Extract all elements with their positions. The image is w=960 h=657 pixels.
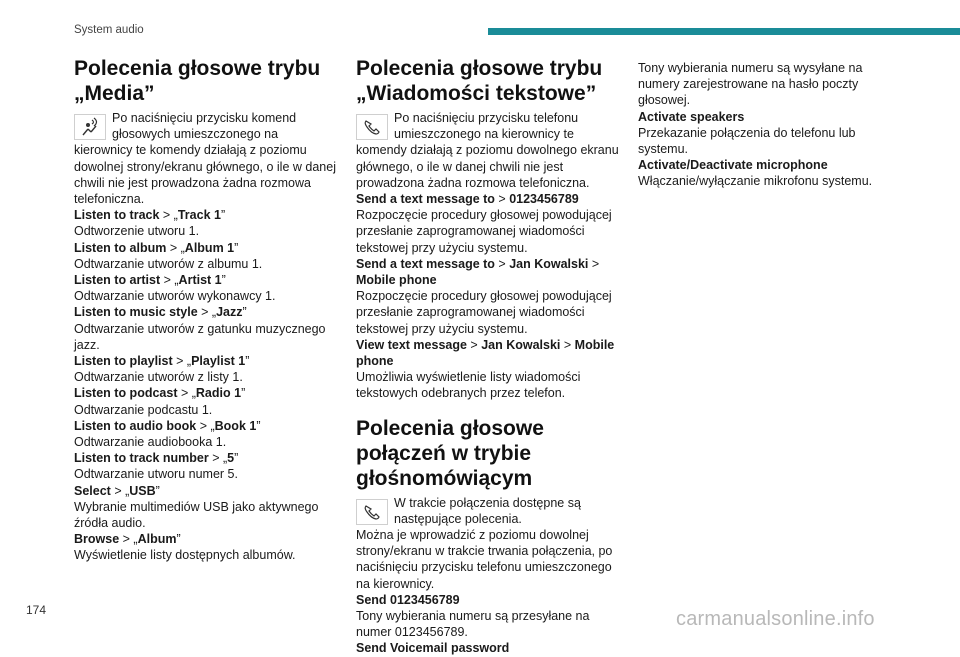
closing-quote: ” xyxy=(234,451,239,466)
command-description: Odtwarzanie podcastu 1. xyxy=(74,402,213,417)
command-name: Listen to music style xyxy=(74,305,198,320)
phone-steering-icon xyxy=(356,114,388,140)
closing-quote: ” xyxy=(242,305,247,320)
command-description: Odtwarzanie utworów z listy 1. xyxy=(74,370,243,385)
separator: > „ xyxy=(208,451,228,466)
command-description: Wyświetlenie listy dostępnych albumów. xyxy=(74,548,296,563)
command-argument: Playlist 1 xyxy=(191,354,246,369)
command-name: Listen to track xyxy=(74,208,160,223)
command-line xyxy=(74,385,336,401)
command-name: View text message xyxy=(356,337,467,352)
closing-quote: ” xyxy=(245,354,250,369)
closing-quote: ” xyxy=(256,418,261,433)
command-argument: Jazz xyxy=(216,305,243,320)
closing-quote: ” xyxy=(176,532,181,547)
watermark: carmanualsonline.info xyxy=(676,608,875,630)
separator: > xyxy=(588,256,600,271)
command-name: Send a text message to xyxy=(356,192,495,207)
paragraph: Tony wybierania numeru są wysyłane na numery zarejestrowane na hasło poczty głosowej. xyxy=(638,61,863,108)
column-sms-commands xyxy=(356,56,620,657)
closing-quote: ” xyxy=(220,208,226,223)
command-name: Send Voicemail password xyxy=(356,641,510,656)
separator: > xyxy=(494,192,510,207)
separator: > xyxy=(494,256,510,271)
closing-quote: ” xyxy=(234,240,239,255)
command-line xyxy=(74,353,336,369)
command-argument: Book 1 xyxy=(214,418,257,433)
command-line xyxy=(74,207,336,223)
media-command-list xyxy=(74,207,336,563)
command-description: Odtwarzanie utworów wykonawcy 1. xyxy=(74,289,276,304)
column-continued xyxy=(638,60,888,190)
command-name: Listen to audio book xyxy=(74,418,197,433)
command-line xyxy=(74,450,336,466)
separator: > xyxy=(466,337,482,352)
intro-media xyxy=(74,110,336,207)
command-description: Odtwarzanie utworu numer 5. xyxy=(74,467,238,482)
separator: > „ xyxy=(160,273,179,288)
separator: > „ xyxy=(166,240,185,255)
command-argument: Jan Kowalski xyxy=(509,256,589,271)
command-description: Wybranie multimediów USB jako aktywnego źródła audio. xyxy=(74,499,319,531)
command-argument: Artist 1 xyxy=(178,273,222,288)
separator: > „ xyxy=(196,418,215,433)
page-number: 174 xyxy=(26,603,47,617)
command-line xyxy=(74,304,336,320)
command-description: Odtwarzanie utworów z albumu 1. xyxy=(74,256,263,271)
command-name: Send a text message to xyxy=(356,256,495,271)
command-name: Activate/Deactivate microphone xyxy=(638,158,828,173)
intro-handsfree xyxy=(356,495,620,527)
phone-steering-icon xyxy=(356,499,388,525)
separator: > „ xyxy=(110,483,130,498)
command-argument: Track 1 xyxy=(177,208,221,223)
separator: > „ xyxy=(172,354,192,369)
command-description: Przekazanie połączenia do telefonu lub systemu. xyxy=(638,125,856,157)
command-argument: Radio 1 xyxy=(195,386,242,401)
command-argument: USB xyxy=(129,483,156,498)
column-media-commands xyxy=(74,56,336,564)
voice-steering-icon xyxy=(74,114,106,140)
command-argument: 0123456789 xyxy=(509,192,579,207)
command-line xyxy=(74,483,336,499)
command-description: Odtwarzanie audiobooka 1. xyxy=(74,435,227,450)
command-line xyxy=(74,418,336,434)
command-name: Listen to track number xyxy=(74,451,209,466)
command-line xyxy=(356,337,620,369)
command-name: Activate speakers xyxy=(638,109,745,124)
command-name: Listen to album xyxy=(74,240,167,255)
command-line xyxy=(356,191,620,207)
command-name: Send 0123456789 xyxy=(356,592,460,607)
paragraph: Można je wprowadzić z poziomu dowolnej strony/ekranu w trakcie trwania połączenia, po naciśnięciu przycisku telefonu umieszczonego na kierownicy. xyxy=(356,528,613,591)
command-name: Select xyxy=(74,483,111,498)
command-line xyxy=(74,272,336,288)
command-name: Listen to podcast xyxy=(74,386,178,401)
separator: > „ xyxy=(159,208,178,223)
closing-quote: ” xyxy=(155,483,160,498)
command-description: Włączanie/wyłączanie mikrofonu systemu. xyxy=(638,174,873,189)
intro-text-handsfree: W trakcie połączenia dostępne są następujące polecenia. xyxy=(394,495,581,526)
separator: > „ xyxy=(177,386,196,401)
header-accent-bar xyxy=(488,28,960,35)
closing-quote: ” xyxy=(221,273,226,288)
section-heading-media: Polecenia głosowe trybu „Media” xyxy=(74,57,321,105)
command-name: Listen to artist xyxy=(74,273,161,288)
command-argument: Jan Kowalski xyxy=(481,337,561,352)
command-name: Listen to playlist xyxy=(74,354,173,369)
section-heading-handsfree: Polecenia głosowe połączeń w trybie głośnomówiącym xyxy=(356,416,544,490)
running-header: System audio xyxy=(74,24,144,36)
command-argument: Mobile phone xyxy=(356,337,615,369)
command-argument: Album 1 xyxy=(184,240,235,255)
command-argument: 5 xyxy=(227,451,235,466)
intro-text-media: Po naciśnięciu przycisku komend głosowych umieszczonego na kierownicy te komendy działają z poziomu dowolnej strony/ekranu głównego, o ile w danej chwili nie jest prowadzona żadna rozmowa telefoniczna. xyxy=(74,111,336,207)
command-line xyxy=(74,531,336,547)
command-description: Rozpoczęcie procedury głosowej powodującej przesłanie zaprogramowanej wiadomości tekstowej przy użyciu systemu. xyxy=(356,289,612,336)
separator: > „ xyxy=(119,532,138,547)
separator: > xyxy=(560,337,575,352)
command-argument: Album xyxy=(137,532,177,547)
command-name: Browse xyxy=(74,532,120,547)
command-description: Umożliwia wyświetlenie listy wiadomości tekstowych odebranych przez telefon. xyxy=(356,370,581,401)
command-argument: Mobile phone xyxy=(356,273,437,288)
command-description: Odtwarzanie utworów z gatunku muzycznego jazz. xyxy=(74,321,326,352)
section-heading-sms: Polecenia głosowe trybu „Wiadomości tekstowe” xyxy=(356,57,603,105)
closing-quote: ” xyxy=(241,386,246,401)
intro-text-sms: Po naciśnięciu przycisku telefonu umieszczonego na kierownicy te komendy działają z poziomu dowolnego ekranu głównego, o ile w danej chwili nie jest prowadzona żadna rozmowa telefoniczna. xyxy=(356,111,619,190)
command-description: Tony wybierania numeru są przesyłane na numer 0123456789. xyxy=(356,609,590,640)
command-description: Odtworzenie utworu 1. xyxy=(74,224,200,239)
command-line xyxy=(356,256,620,288)
command-line xyxy=(74,240,336,256)
command-description: Rozpoczęcie procedury głosowej powodującej przesłanie zaprogramowanej wiadomości tekstowej przy użyciu systemu. xyxy=(356,208,612,255)
separator: > „ xyxy=(197,305,217,320)
intro-sms xyxy=(356,110,620,191)
